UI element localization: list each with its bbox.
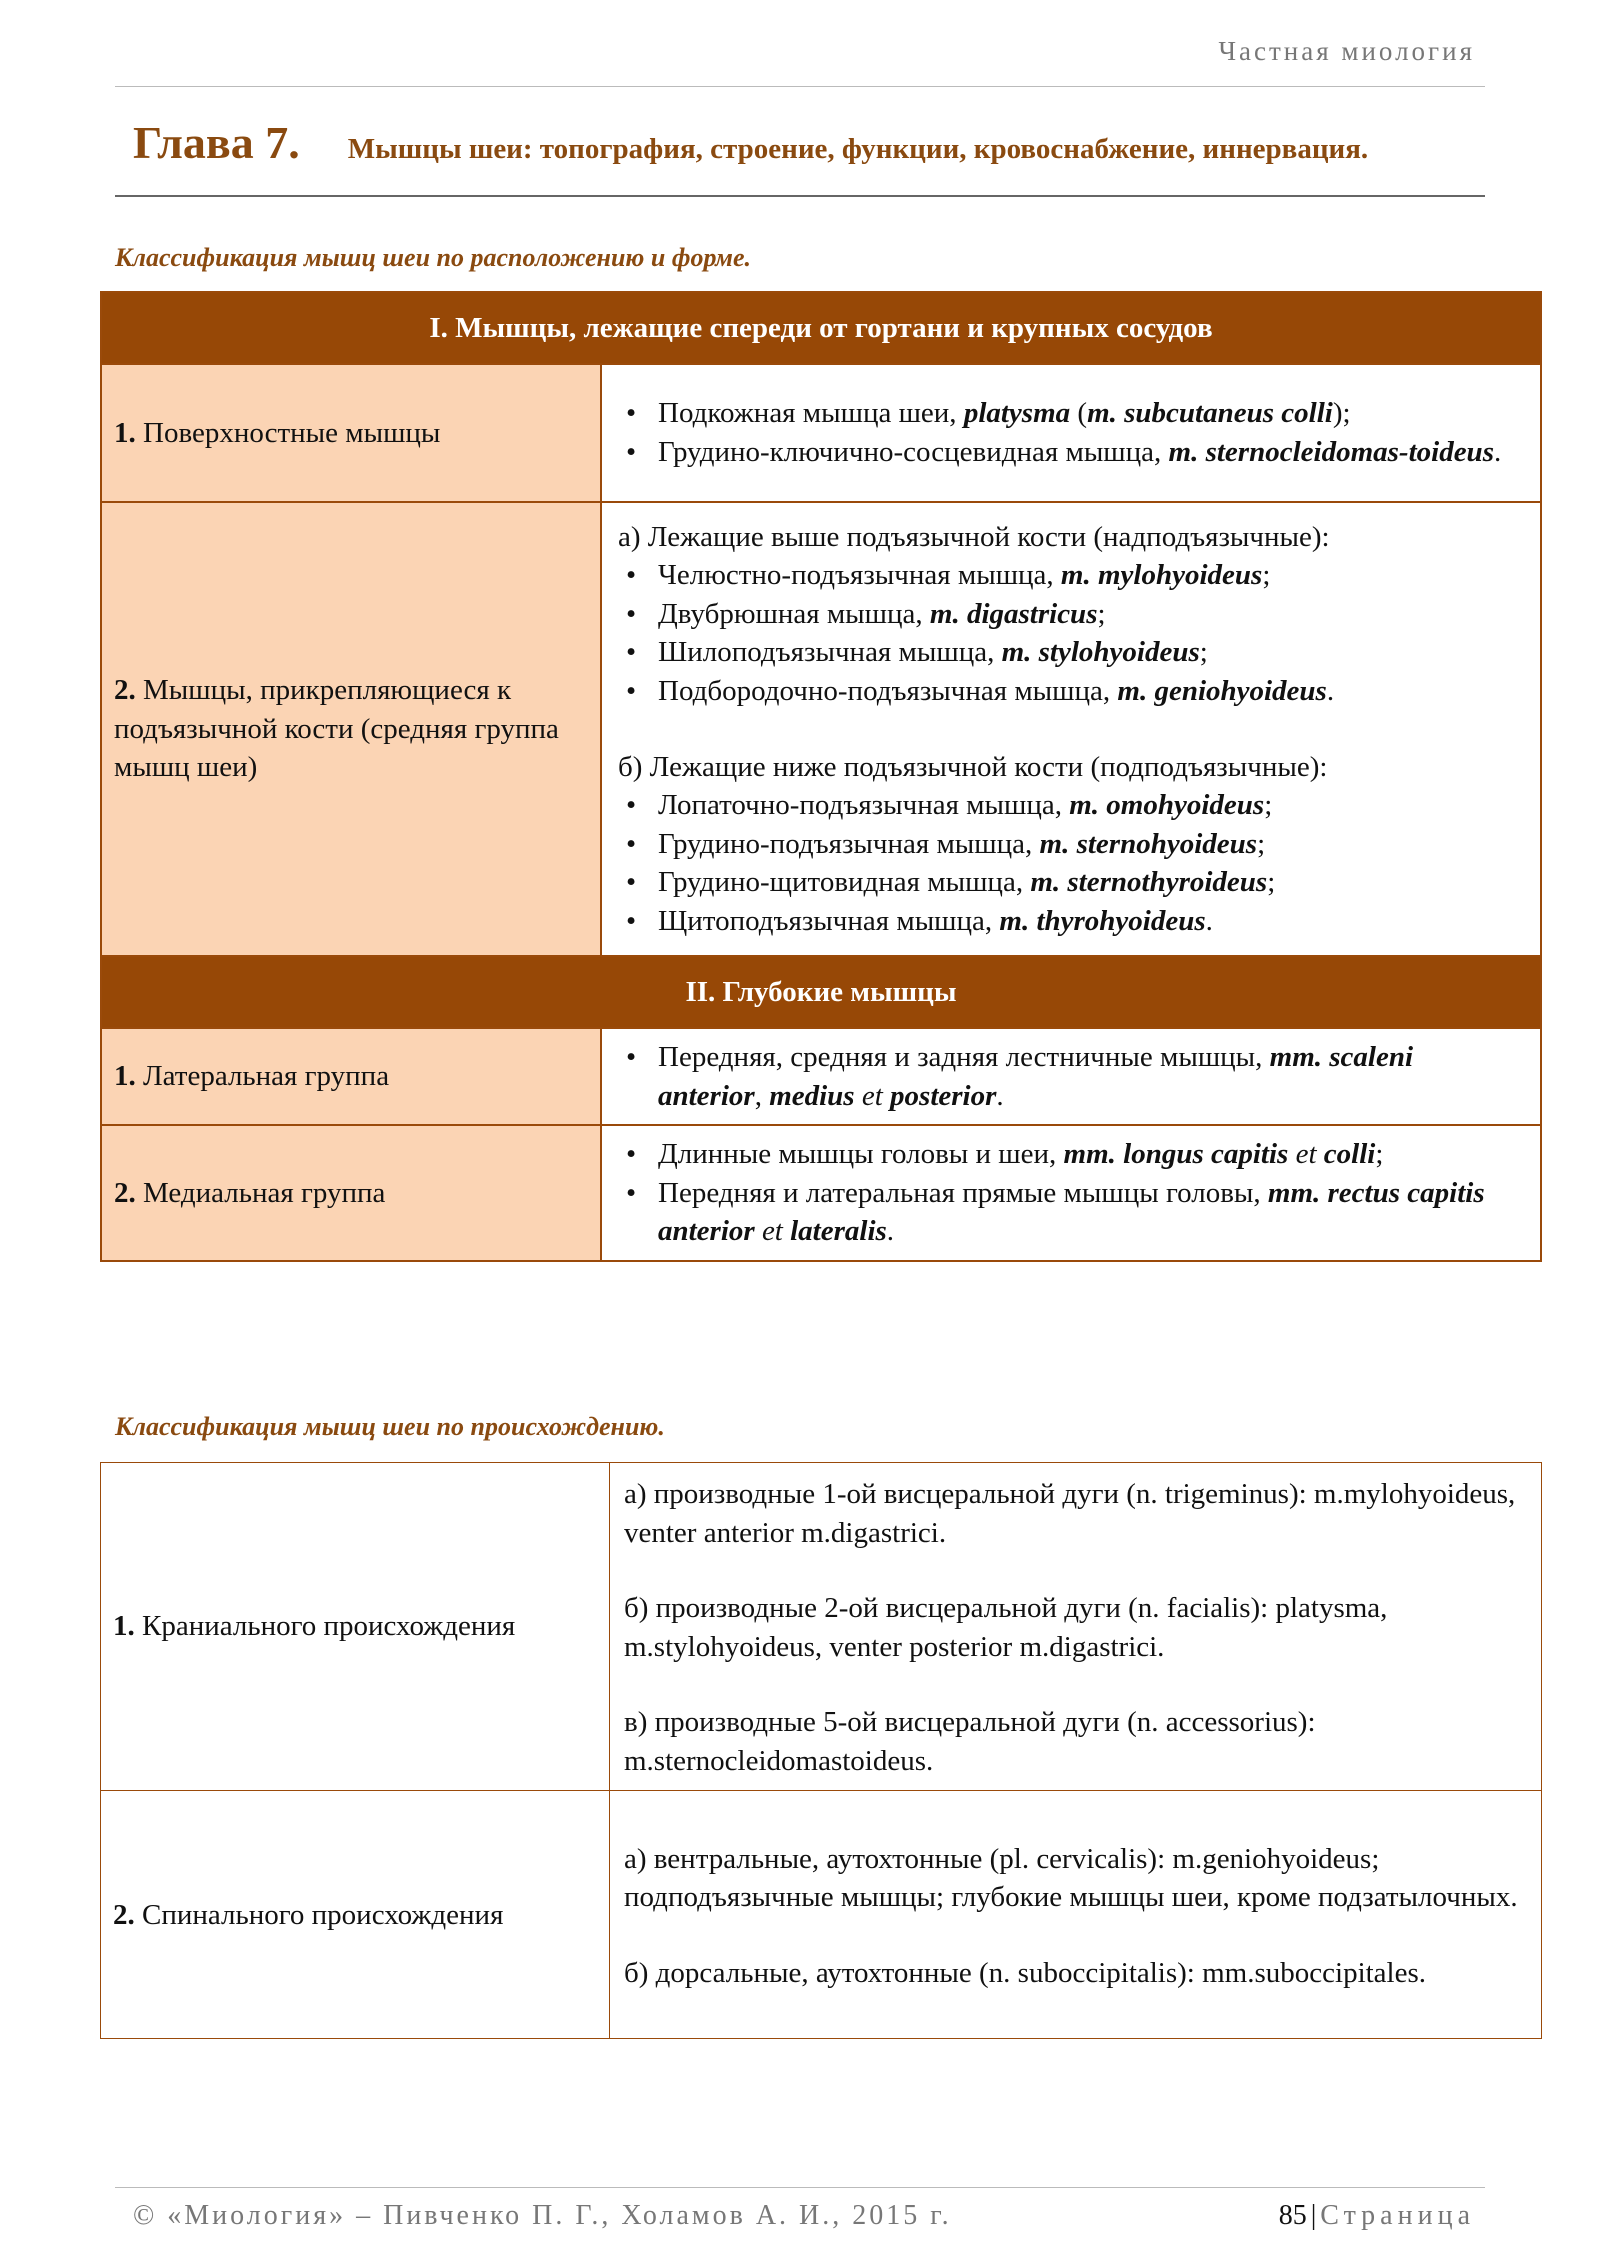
list-item: • Подкожная мышца шеи, platysma (m. subcutaneus colli); <box>658 394 1524 433</box>
row-label <box>101 1028 601 1125</box>
row-number: 2. <box>114 1176 136 1209</box>
table-row <box>101 502 1541 956</box>
row-label-text: Мышцы, прикрепляющиеся к подъязычной кости (средняя группа мышц шеи) <box>114 674 559 784</box>
list-item: • Грудино-подъязычная мышца, m. sternohyoideus; <box>658 825 1524 864</box>
row-number: 1. <box>114 1060 136 1093</box>
list-item: • Передняя, средняя и задняя лестничные мышцы, mm. scaleni anterior, medius et posterior. <box>658 1038 1524 1115</box>
page-number: 85 <box>1278 2200 1307 2231</box>
row-content <box>610 1791 1542 2039</box>
band-deep: II. Глубокие мышцы <box>101 956 1541 1028</box>
origin-paragraph: а) производные 1-ой висцеральной дуги (n. trigeminus): m.mylohyoideus, venter anterior m.digastrici. <box>624 1478 1516 1549</box>
muscle-list <box>618 786 1524 940</box>
subgroup-heading: б) Лежащие ниже подъязычной кости (подподъязычные): <box>618 750 1328 783</box>
origin-paragraph: а) вентральные, аутохтонные (pl. cervicalis): m.geniohyoideus; подподъязычные мышцы; глубокие мышцы шеи, кроме подзатылочных. <box>624 1842 1518 1914</box>
page-number-block <box>1279 2200 1475 2232</box>
row-content <box>601 502 1541 956</box>
row-label-text: Медиальная группа <box>143 1176 386 1209</box>
row-label-text: Спинального происхождения <box>142 1898 504 1931</box>
origin-paragraph: б) производные 2-ой висцеральной дуги (n. facialis): platysma, m.stylohyoideus, venter posterior m.digastrici. <box>624 1592 1388 1663</box>
list-item: • Грудино-ключично-сосцевидная мышца, m. sternocleidomas-toideus. <box>658 433 1524 472</box>
row-content <box>601 364 1541 502</box>
footer-rule <box>115 2187 1485 2188</box>
row-number: 1. <box>114 416 136 449</box>
row-number: 1. <box>113 1610 135 1643</box>
list-item: • Челюстно-подъязычная мышца, m. mylohyoideus; <box>658 556 1524 595</box>
subgroup-heading: а) Лежащие выше подъязычной кости (надподъязычные): <box>618 520 1330 553</box>
table-row <box>101 1125 1541 1261</box>
muscle-list <box>618 1038 1524 1115</box>
row-label <box>101 1463 610 1791</box>
table-row <box>101 1463 1542 1791</box>
list-item: • Двубрюшная мышца, m. digastricus; <box>658 595 1524 634</box>
list-item: • Шилоподъязычная мышца, m. stylohyoideus; <box>658 633 1524 672</box>
header-rule <box>115 86 1485 87</box>
band-anterior: I. Мышцы, лежащие спереди от гортани и крупных сосудов <box>101 292 1541 364</box>
table-band-row <box>101 956 1541 1028</box>
chapter-number: Глава 7. <box>133 117 300 168</box>
list-item: • Лопаточно-подъязычная мышца, m. omohyoideus; <box>658 786 1524 825</box>
muscle-list <box>618 394 1524 471</box>
copyright: © «Миология» – Пивченко П. Г., Холамов А. И., 2015 г. <box>133 2200 952 2231</box>
origin-paragraph: б) дорсальные, аутохтонные (n. suboccipitalis): mm.suboccipitales. <box>624 1956 1427 1989</box>
list-item: • Грудино-щитовидная мышца, m. sternothyroideus; <box>658 863 1524 902</box>
row-label <box>101 502 601 956</box>
list-item: • Длинные мышцы головы и шеи, mm. longus capitis et colli; <box>658 1135 1524 1174</box>
table-band-row <box>101 292 1541 364</box>
chapter-rule <box>115 195 1485 197</box>
page-separator: | <box>1310 2200 1317 2231</box>
section-heading-position: Классификация мышц шеи по расположению и форме. <box>115 243 752 272</box>
row-label-text: Латеральная группа <box>143 1060 390 1093</box>
row-label-text: Краниального происхождения <box>142 1610 516 1643</box>
list-item: • Подбородочно-подъязычная мышца, m. geniohyoideus. <box>658 672 1524 711</box>
row-label-text: Поверхностные мышцы <box>143 416 441 449</box>
origin-paragraph: в) производные 5-ой висцеральной дуги (n. accessorius): m.sternocleidomastoideus. <box>624 1706 1316 1777</box>
table-row <box>101 364 1541 502</box>
origin-classification-table <box>100 1462 1542 2039</box>
section-heading-origin: Классификация мышц шеи по происхождению. <box>115 1412 665 1441</box>
row-content <box>601 1028 1541 1125</box>
row-number: 2. <box>114 674 136 707</box>
row-content <box>601 1125 1541 1261</box>
list-item: • Щитоподъязычная мышца, m. thyrohyoideus. <box>658 902 1524 941</box>
running-header: Частная миология <box>1218 36 1475 66</box>
list-item: • Передняя и латеральная прямые мышцы головы, mm. rectus capitis anterior et lateralis. <box>658 1174 1524 1251</box>
row-label <box>101 364 601 502</box>
table-row <box>101 1028 1541 1125</box>
row-label <box>101 1125 601 1261</box>
muscle-list <box>618 556 1524 710</box>
row-content <box>610 1463 1542 1791</box>
chapter-title: Мышцы шеи: топография, строение, функции, кровоснабжение, иннервация. <box>347 133 1369 165</box>
table-row <box>101 1791 1542 2039</box>
chapter-heading <box>133 116 1368 169</box>
row-number: 2. <box>113 1898 135 1931</box>
position-classification-table <box>100 291 1542 1262</box>
muscle-list <box>618 1135 1524 1251</box>
page-word: Страница <box>1320 2200 1475 2231</box>
row-label <box>101 1791 610 2039</box>
